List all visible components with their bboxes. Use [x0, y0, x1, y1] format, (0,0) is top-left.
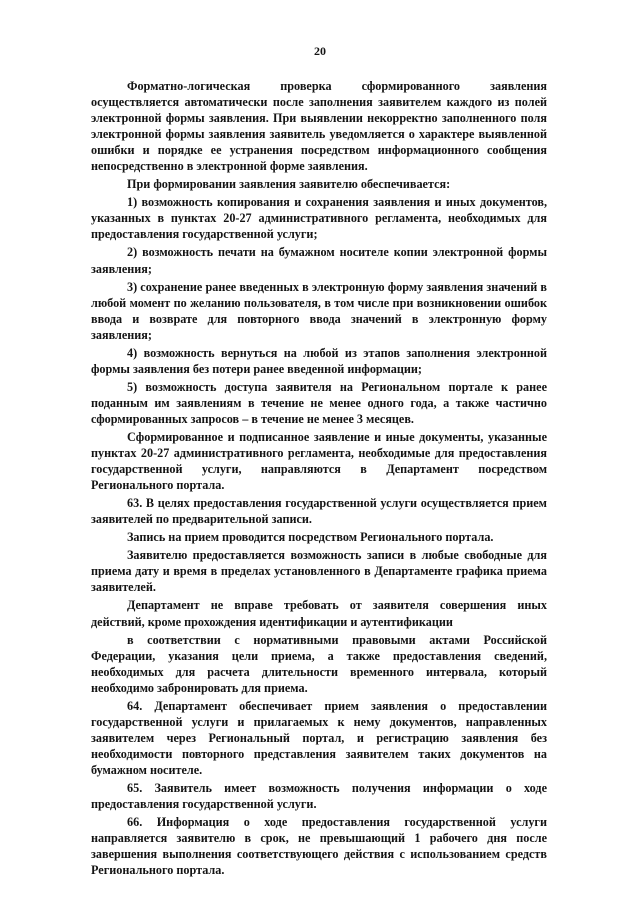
list-item-4: 4) возможность вернуться на любой из этапов заполнения электронной формы заявления без потери ранее введенной информации; [91, 345, 547, 376]
paragraph-65: 65. Заявитель имеет возможность получения информации о ходе предоставления государственной услуги. [91, 780, 547, 812]
paragraph-format-check: Форматно-логическая проверка сформированного заявления осуществляется автоматически после заполнения заявителем каждого из полей электронной формы заявления. При выявлении некорректно заполненного поля электронной формы заявления заявитель уведомляется о характере выявленной ошибки и порядке ее устранения посредством информационного сообщения непосредственно в электронной форме заявления. [91, 79, 547, 174]
list-item-1: 1) возможность копирования и сохранения заявления и иных документов, указанных в пунктах 20-27 административного регламента, необходимых для предоставления государственной услуги; [91, 195, 547, 242]
paragraph-submission: Сформированное и подписанное заявление и иные документы, указанные пунктах 20-27 административного регламента, необходимые для предоставления государственной услуги, направляются в Департамент посредством Регионального портала. [91, 429, 547, 493]
list-item-3: 3) сохранение ранее введенных в электронную форму заявления значений в любой момент по желанию пользователя, в том числе при возникновении ошибок ввода и возврате для повторного ввода значений в электронную форму заявления; [91, 279, 547, 342]
page-number: 20 [314, 44, 326, 58]
paragraph-appointment-portal: Запись на прием проводится посредством Регионального портала. [127, 530, 494, 545]
paragraph-64: 64. Департамент обеспечивает прием заявления о предоставлении государственной услуги и прилагаемых к нему документов, направленных заявителем через Региональный портал, и регистрацию заявления без необходимости повторного представления заявителем таких документов на бумажном носителе. [91, 698, 547, 777]
paragraph-appointment-slots: Заявителю предоставляется возможность записи в любые свободные для приема дату и время в пределах установленного в Департаменте графика приема заявителей. [91, 548, 547, 595]
paragraph-legal-basis: в соответствии с нормативными правовыми актами Российской Федерации, указания цели приема, а также предоставления сведений, необходимых для расчета длительности временного интервала, который необходимо забронировать для приема. [91, 632, 547, 695]
paragraph-department-restrictions: Департамент не вправе требовать от заявителя совершения иных действий, кроме прохождения идентификации и аутентификации [91, 598, 547, 629]
document-body [91, 78, 547, 878]
list-item-5: 5) возможность доступа заявителя на Региональном портале к ранее поданным им заявлениям в течение не менее одного года, а также частично сформированных запросов – в течение не менее 3 месяцев. [91, 379, 547, 426]
paragraph-63: 63. В целях предоставления государственной услуги осуществляется прием заявителей по предварительной записи. [91, 496, 547, 527]
list-item-2: 2) возможность печати на бумажном носителе копии электронной формы заявления; [91, 245, 547, 276]
paragraph-66: 66. Информация о ходе предоставления государственной услуги направляется заявителю в срок, не превышающий 1 рабочего дня после завершения выполнения соответствующего действия с использованием средств Регионального портала. [91, 815, 547, 878]
paragraph-provisions-intro: При формировании заявления заявителю обеспечивается: [127, 177, 451, 192]
